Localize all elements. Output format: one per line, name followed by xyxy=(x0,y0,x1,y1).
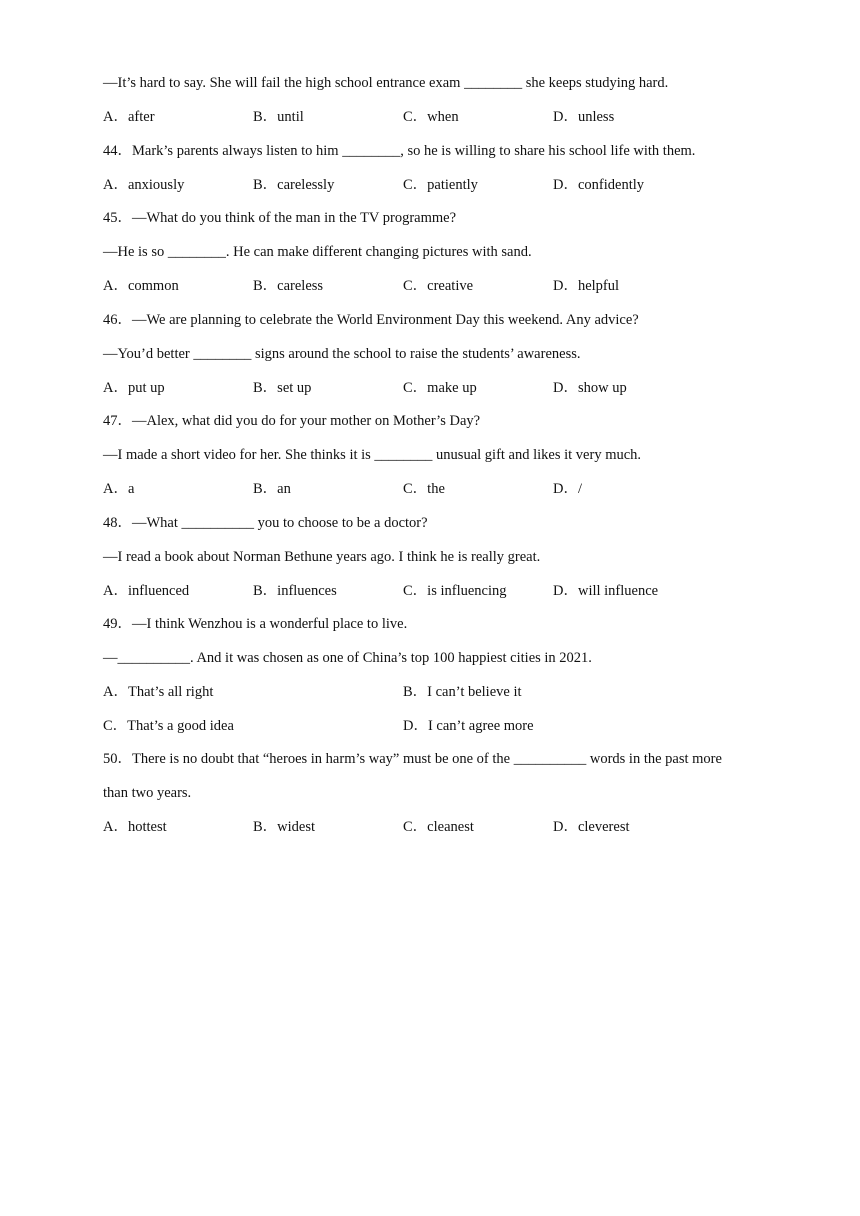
q47-option-d: D．/ xyxy=(553,481,582,497)
q43-option-d: D．unless xyxy=(553,109,615,125)
q48-option-c: C．is influencing xyxy=(403,583,507,599)
q48-stem: 48．—What __________ you to choose to be a doctor? xyxy=(103,515,428,531)
q43-option-c: C．when xyxy=(403,109,459,125)
q46-option-a: A．put up xyxy=(103,380,165,396)
q48-answer-line: —I read a book about Norman Bethune years ago. I think he is really great. xyxy=(103,549,541,565)
q49-option-b: B．I can’t believe it xyxy=(403,684,522,700)
q50-option-d: D．cleverest xyxy=(553,819,630,835)
q50-stem-line1: 50．There is no doubt that “heroes in harm’s way” must be one of the __________ words in the past more xyxy=(103,751,722,767)
q46-option-d: D．show up xyxy=(553,380,627,396)
q43-options xyxy=(103,108,803,126)
q49-option-d: D．I can’t agree more xyxy=(403,718,534,734)
q50-stem-line2: than two years. xyxy=(103,785,192,801)
q50-option-a: A．hottest xyxy=(103,819,167,835)
q49-options-row2 xyxy=(103,717,803,735)
q50-option-b: B．widest xyxy=(253,819,316,835)
q47-option-b: B．an xyxy=(253,481,291,497)
q46-stem: 46．—We are planning to celebrate the World Environment Day this weekend. Any advice? xyxy=(103,312,639,328)
q46-answer-line: —You’d better ________ signs around the school to raise the students’ awareness. xyxy=(103,346,581,362)
q45-answer-line: —He is so ________. He can make different changing pictures with sand. xyxy=(103,244,532,260)
q47-options xyxy=(103,480,803,498)
q44-option-b: B．carelessly xyxy=(253,177,335,193)
q44-options xyxy=(103,176,803,194)
q49-option-a: A．That’s all right xyxy=(103,684,214,700)
q48-option-d: D．will influence xyxy=(553,583,659,599)
q47-answer-line: —I made a short video for her. She thinks it is ________ unusual gift and likes it very much. xyxy=(103,447,642,463)
q49-stem: 49．—I think Wenzhou is a wonderful place to live. xyxy=(103,616,408,632)
q44-option-c: C．patiently xyxy=(403,177,478,193)
q43-option-a: A．after xyxy=(103,109,155,125)
q45-option-d: D．helpful xyxy=(553,278,620,294)
q46-option-b: B．set up xyxy=(253,380,312,396)
q47-stem: 47．—Alex, what did you do for your mother on Mother’s Day? xyxy=(103,413,481,429)
q49-option-c: C．That’s a good idea xyxy=(103,718,234,734)
q48-option-b: B．influences xyxy=(253,583,337,599)
q45-option-b: B．careless xyxy=(253,278,324,294)
q44-option-d: D．confidently xyxy=(553,177,645,193)
q50-option-c: C．cleanest xyxy=(403,819,474,835)
q48-options xyxy=(103,582,803,600)
q45-options xyxy=(103,277,803,295)
q46-options xyxy=(103,379,803,397)
q43-answer-line: —It’s hard to say. She will fail the high school entrance exam ________ she keeps studying hard. xyxy=(103,75,669,91)
q49-answer-line: —__________. And it was chosen as one of China’s top 100 happiest cities in 2021. xyxy=(103,650,592,666)
q50-options xyxy=(103,818,803,836)
q44-stem: 44．Mark’s parents always listen to him ________, so he is willing to share his school life with them. xyxy=(103,143,696,159)
q48-option-a: A．influenced xyxy=(103,583,190,599)
q49-options-row1 xyxy=(103,683,803,701)
q47-option-c: C．the xyxy=(403,481,445,497)
q45-stem: 45．—What do you think of the man in the TV programme? xyxy=(103,210,457,226)
q43-option-b: B．until xyxy=(253,109,304,125)
q44-option-a: A．anxiously xyxy=(103,177,185,193)
q46-option-c: C．make up xyxy=(403,380,477,396)
q45-option-c: C．creative xyxy=(403,278,474,294)
q47-option-a: A．a xyxy=(103,481,135,497)
q45-option-a: A．common xyxy=(103,278,179,294)
